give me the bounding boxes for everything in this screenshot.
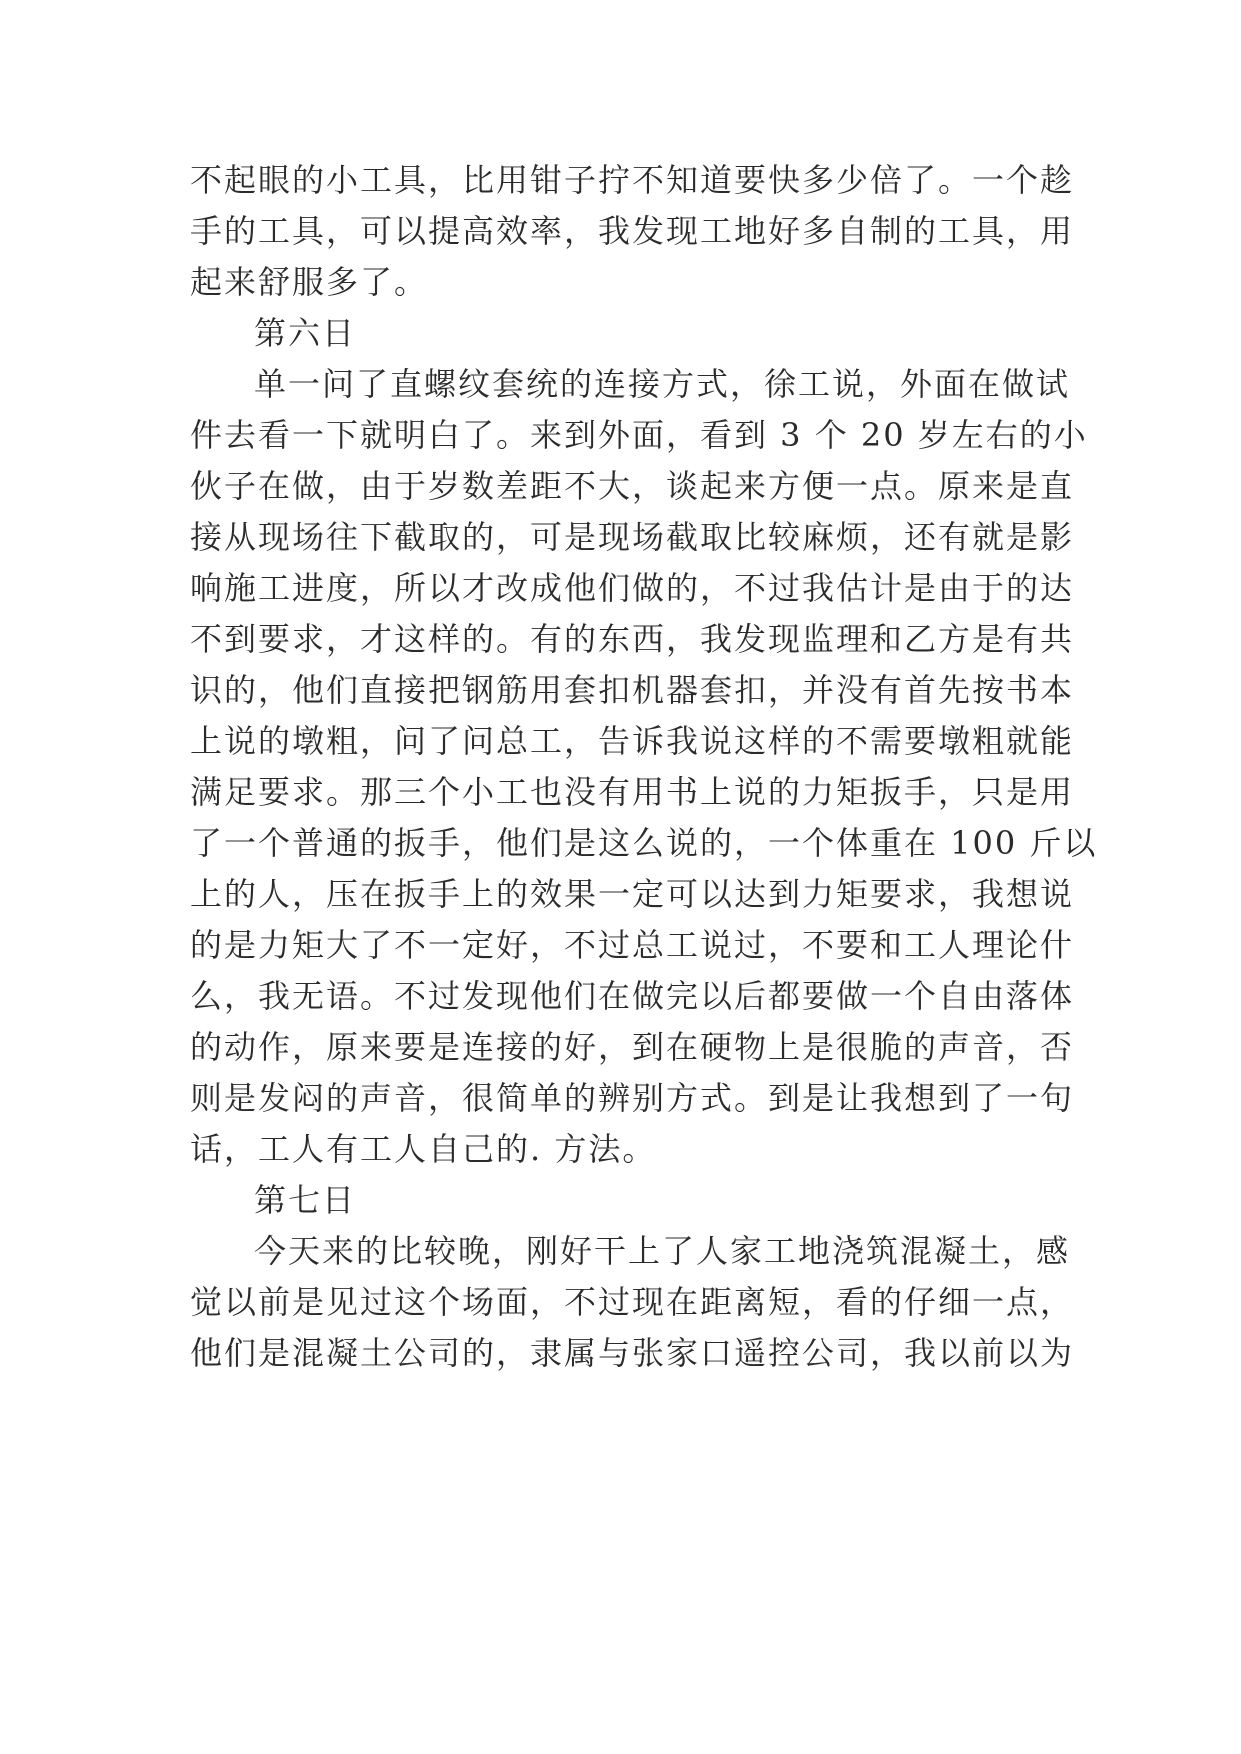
document-body: [190, 155, 1098, 1379]
paragraph-2-line-16: 话，工人有工人自己的. 方法。: [190, 1130, 657, 1168]
paragraph-2-line-14: 的动作，原来要是连接的好，到在硬物上是很脆的声音，否: [190, 1028, 1075, 1066]
paragraph-2-line-1: 单一问了直螺纹套统的连接方式，徐工说，外面在做试: [254, 365, 1071, 403]
paragraph-2-line-5: 响施工进度，所以才改成他们做的，不过我估计是由于的达: [190, 569, 1075, 607]
heading-day-6: 第六日: [254, 314, 357, 352]
paragraph-2-line-15: 则是发闷的声音，很简单的辨别方式。到是让我想到了一句: [190, 1079, 1075, 1117]
paragraph-3-line-3: 他们是混凝土公司的，隶属与张家口遥控公司，我以前以为: [190, 1334, 1075, 1372]
paragraph-2-line-8: 上说的墩粗，问了问总工，告诉我说这样的不需要墩粗就能: [190, 722, 1075, 760]
paragraph-2-line-4: 接从现场往下截取的，可是现场截取比较麻烦，还有就是影: [190, 518, 1075, 556]
paragraph-2-line-2: 件去看一下就明白了。来到外面，看到 3 个 20 岁左右的小: [190, 416, 1088, 454]
paragraph-3-line-2: 觉以前是见过这个场面，不过现在距离短，看的仔细一点，: [190, 1283, 1075, 1321]
paragraph-1-line-1: 不起眼的小工具，比用钳子拧不知道要快多少倍了。一个趁: [190, 161, 1075, 199]
paragraph-2-line-12: 的是力矩大了不一定好，不过总工说过，不要和工人理论什: [190, 926, 1075, 964]
paragraph-1-line-2: 手的工具，可以提高效率，我发现工地好多自制的工具，用: [190, 212, 1075, 250]
paragraph-1-line-3: 起来舒服多了。: [190, 263, 429, 301]
paragraph-2-line-3: 伙子在做，由于岁数差距不大，谈起来方便一点。原来是直: [190, 467, 1075, 505]
paragraph-2-line-6: 不到要求，才这样的。有的东西，我发现监理和乙方是有共: [190, 620, 1075, 658]
paragraph-3-line-1: 今天来的比较晚，刚好干上了人家工地浇筑混凝土，感: [254, 1232, 1071, 1270]
heading-day-7: 第七日: [254, 1181, 357, 1219]
paragraph-2-line-13: 么，我无语。不过发现他们在做完以后都要做一个自由落体: [190, 977, 1075, 1015]
paragraph-2-line-10: 了一个普通的扳手，他们是这么说的，一个体重在 100 斤以: [190, 824, 1098, 862]
paragraph-2-line-9: 满足要求。那三个小工也没有用书上说的力矩扳手，只是用: [190, 773, 1075, 811]
paragraph-2-line-11: 上的人，压在扳手上的效果一定可以达到力矩要求，我想说: [190, 875, 1075, 913]
paragraph-2-line-7: 识的，他们直接把钢筋用套扣机器套扣，并没有首先按书本: [190, 671, 1075, 709]
